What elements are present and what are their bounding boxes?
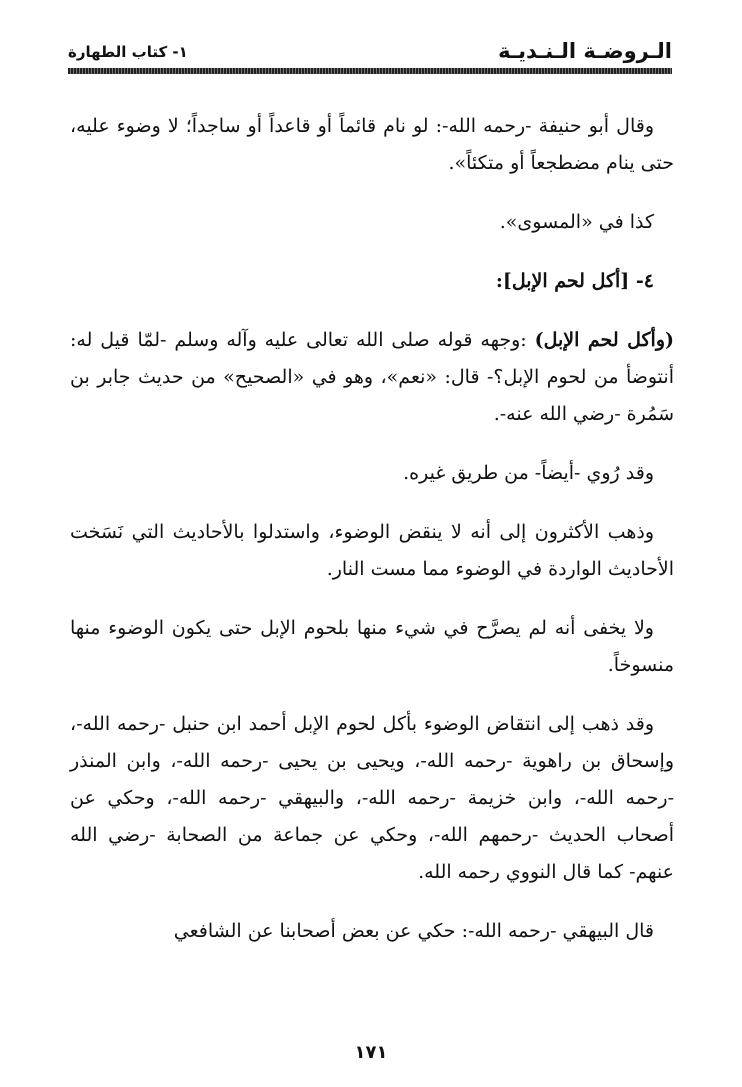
page-header	[68, 38, 672, 78]
paragraph-4-lead: (وأكل لحم الإبل)	[534, 329, 674, 351]
paragraph-1: وقال أبو حنيفة -رحمه الله-: لو نام قائماً أو قاعداً أو ساجداً؛ لا وضوء عليه، حتى ينام مضطجعاً أو متكئاً».	[70, 115, 674, 174]
section-heading: ٤- [أكل لحم الإبل]:	[495, 270, 654, 292]
paragraph-6: وذهب الأكثرون إلى أنه لا ينقض الوضوء، واستدلوا بالأحاديث التي نَسَخت الأحاديث الواردة في الوضوء مما مست النار.	[70, 521, 674, 580]
page-body	[70, 108, 674, 972]
paragraph-5: وقد رُوي -أيضاً- من طريق غيره.	[403, 462, 654, 484]
paragraph-4	[70, 322, 674, 433]
paragraph-4-rest: :وجهه قوله صلى الله تعالى عليه وآله وسلم -لمّا قيل له: أنتوضأ من لحوم الإبل؟- قال: «نعم»، وهو في «الصحيح» من حديث جابر بن سَمُرة -رضي الله عنه-.	[70, 329, 674, 425]
page-number: ١٧١	[354, 1042, 388, 1063]
book-title: الـروضـة الـنـديـة	[498, 39, 672, 63]
chapter-title: ١- كتاب الطهارة	[68, 43, 188, 61]
paragraph-2: كذا في «المسوى».	[499, 211, 654, 233]
paragraph-8: وقد ذهب إلى انتقاض الوضوء بأكل لحوم الإبل أحمد ابن حنبل -رحمه الله-، وإسحاق بن راهوية -رحمه الله-، ويحيى بن يحيى -رحمه الله-، وابن المنذر -رحمه الله-، وابن خزيمة -رحمه الله-، والبيهقي -رحمه الله-، وحكي عن أصحاب الحديث -رحمهم الله-، وحكي عن جماعة من الصحابة -رضي الله عنهم- كما قال النووي رحمه الله.	[70, 713, 674, 883]
paragraph-9: قال البيهقي -رحمه الله-: حكي عن بعض أصحابنا عن الشافعي	[173, 920, 654, 942]
paragraph-7: ولا يخفى أنه لم يصرَّح في شيء منها بلحوم الإبل حتى يكون الوضوء منها منسوخاً.	[70, 617, 674, 676]
header-rule	[68, 68, 672, 74]
